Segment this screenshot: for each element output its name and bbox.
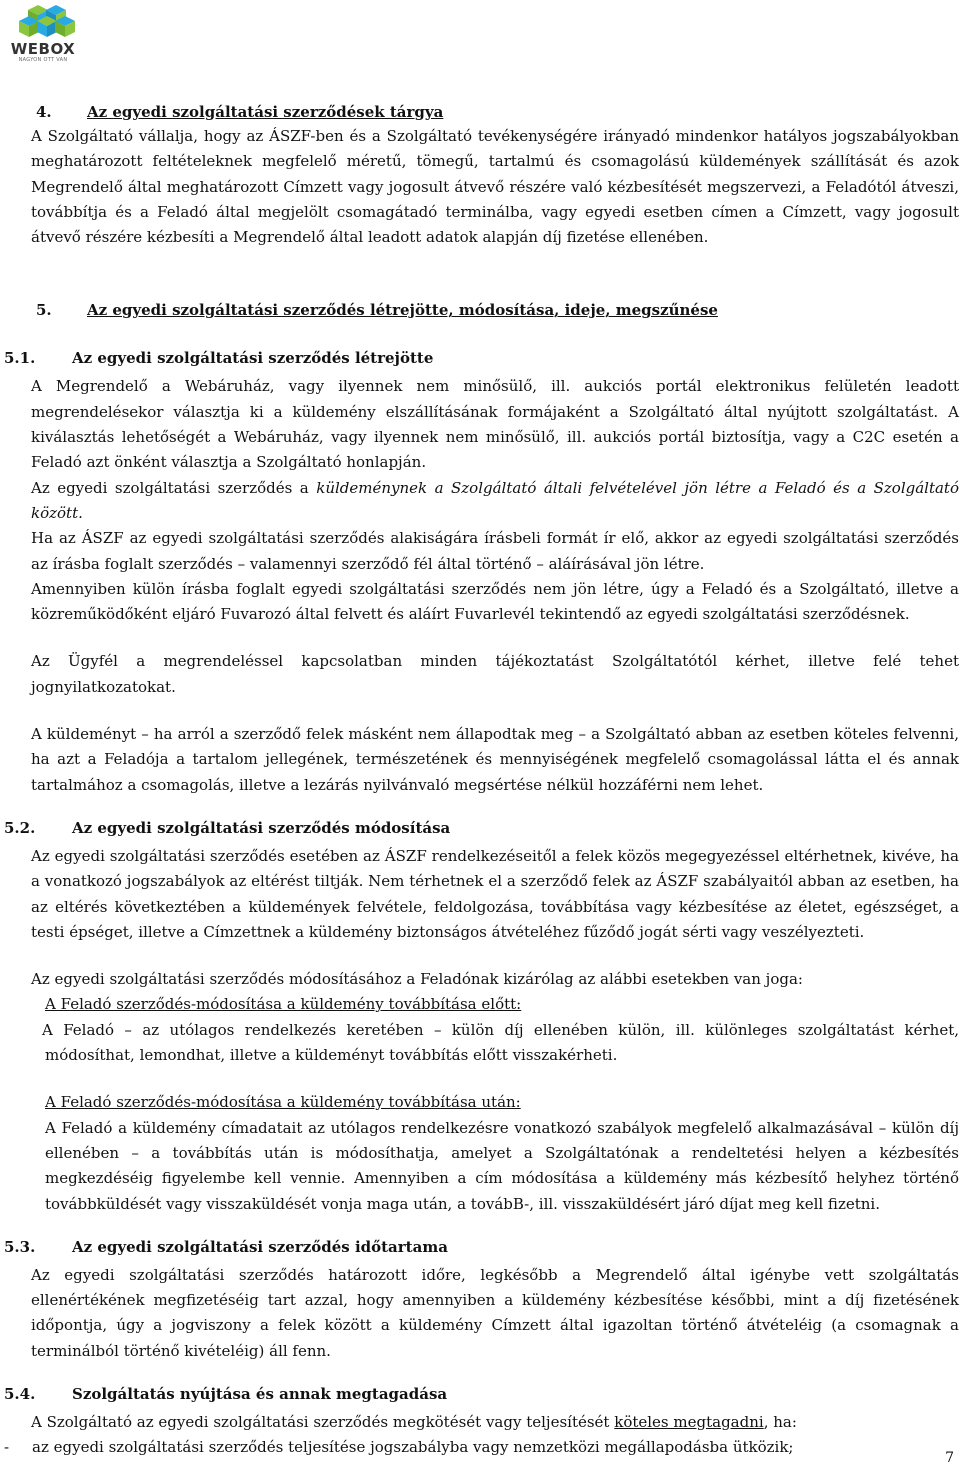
logo-wordmark: WEBOX <box>10 40 76 58</box>
section-number: 4. <box>36 103 52 121</box>
section-title: Szolgáltatás nyújtása és annak megtagadása <box>72 1384 448 1403</box>
subsection-title <box>31 1090 959 1115</box>
paragraph: Az egyedi szolgáltatási szerződés esetében az ÁSZF rendelkezéseitől a felek közös megegyezéssel eltérhetnek, kivéve, ha a vonatkozó jogszabályok az eltérést tiltják. Nem térhetnek el a szerződő felek az ÁSZF szabályaitól abban az esetben, ha az eltérés következtében a küldemények felvétele, feldolgozása, továbbítása vagy kézbesítése az életet, egészséget, a testi épséget, illetve a Címzettnek a küldemény biztonságos átvételéhez fűződő jogát sérti vagy veszélyezteti. <box>31 846 959 941</box>
dash-bullet: - <box>4 1438 10 1457</box>
section-4-heading <box>36 100 959 124</box>
paragraph: A Megrendelő a Webáruház, vagy ilyennek nem minősülő, ill. aukciós portál elektronikus felületén leadott megrendelésekor választja ki a küldemény elszállításának formájaként a Szolgáltató által nyújtott szolgáltatást. A kiválasztás lehetőségét a Webáruház, vagy ilyennek nem minősülő, ill. aukciós portál biztosítja, vagy a C2C esetén a Feladó azt önként választja a Szolgáltató honlapján. <box>31 377 959 472</box>
subsection-title-text: A Feladó szerződés-módosítása a küldemény továbbítása után: <box>45 1093 521 1112</box>
paragraph: A Feladó a küldemény címadatait az utólagos rendelkezésre vonatkozó szabályok megfelelő alkalmazásával – külön díj ellenében – a továbbítás után is módosíthatja, amelyet a Szolgáltatónak a rendeltetési helyen a kézbesítés megkezdéséig figyelembe kell vennie. Amennyiben a cím módosítása a küldemény más kézbesítő helyhez történő továbbküldését vagy visszaküldését vonja maga után, a továbB-, ill. visszaküldésért járó díjat meg kell fizetni. <box>45 1118 959 1213</box>
section-number: 5.3. <box>4 1237 36 1256</box>
paragraph-italic: küldeménynek a Szolgáltató általi felvételével jön létre a Feladó és a Szolgáltató között. <box>31 478 959 522</box>
section-5-1-heading <box>4 346 959 370</box>
paragraph: A Feladó – az utólagos rendelkezés keretében – külön díj ellenében külön, ill. különleges szolgáltatást kérhet, módosíthat, lemondhat, illetve a küldeményt továbbítás előtt visszakérheti. <box>42 1020 959 1065</box>
subsection-title <box>31 992 959 1017</box>
section-5-4-heading <box>4 1382 959 1406</box>
section-title: Az egyedi szolgáltatási szerződés létrejötte, módosítása, ideje, megszűnése <box>87 301 718 320</box>
paragraph: Az egyedi szolgáltatási szerződés határozott időre, legkésőbb a Megrendelő által igénybe vett szolgáltatás ellenértékének megfizetéséig tart azzal, hogy amennyiben a küldemény kézbesítése későbbi, mint a díj fizetésének időpontja, úgy a jogviszony a felek között a küldemény Címzett által igazoltan történő átvételéig (a csomagnak a terminálból történő kivételéig) áll fenn. <box>31 1265 959 1360</box>
paragraph-text: A Szolgáltató az egyedi szolgáltatási szerződés megkötését vagy teljesítését <box>31 1412 615 1431</box>
paragraph: A küldeményt – ha arról a szerződő felek másként nem állapodtak meg – a Szolgáltató abban az esetben köteles felvenni, ha azt a Feladója a tartalom jellegének, természetének és mennyiségének megfelelő csomagolással látta el és annak tartalmához a csomagolás, illetve a lezárás nyilvánvaló megsértése nélkül hozzáférni nem lehet. <box>31 725 959 794</box>
paragraph: A Szolgáltató vállalja, hogy az ÁSZF-ben és a Szolgáltató tevékenységére irányadó mindenkor hatályos jogszabályokban meghatározott feltételeknek megfelelő méretű, tömegű, tartalmú és csomagolású küldemények szállítását és azok Megrendelő által meghatározott Címzett vagy jogosult átvevő részére való kézbesítését megszervezi, a Feladótól átveszi, továbbítja és a Feladó által megjelölt csomagátadó terminálba, vagy egyedi esetben címen a Címzett, vagy jogosult átvevő részére kézbesíti a Megrendelő által leadott adatok alapján díj fizetése ellenében. <box>31 127 959 247</box>
paragraph: Az Ügyfél a megrendeléssel kapcsolatban minden tájékoztatást Szolgáltatótól kérhet, illetve felé tehet jognyilatkozatokat. <box>31 652 959 696</box>
paragraph: Az egyedi szolgáltatási szerződés módosításához a Feladónak kizárólag az alábbi esetekben van joga: <box>31 970 803 989</box>
section-5-3-heading <box>4 1235 959 1259</box>
page-number: 7 <box>945 1450 954 1466</box>
logo-cubes-icon <box>19 5 75 37</box>
paragraph: Amennyiben külön írásba foglalt egyedi szolgáltatási szerződés nem jön létre, úgy a Feladó és a Szolgáltató, illetve a közreműködőként eljáró Fuvarozó által felvett és aláírt Fuvarlevél tekintendő az egyedi szolgáltatási szerződésnek. <box>31 579 959 624</box>
paragraph <box>31 476 959 527</box>
section-number: 5.2. <box>4 818 36 837</box>
paragraph-underline: köteles megtagadni <box>614 1412 764 1431</box>
section-number: 5. <box>36 301 52 320</box>
paragraph <box>31 1410 959 1435</box>
section-title: Az egyedi szolgáltatási szerződés létrejötte <box>72 349 434 368</box>
subsection-title-text: A Feladó szerződés-módosítása a küldemény továbbítása előtt: <box>45 995 522 1014</box>
list-item <box>4 1435 959 1460</box>
document-body <box>4 100 959 1460</box>
section-title: Az egyedi szolgáltatási szerződés időtartama <box>72 1237 448 1256</box>
section-title: Az egyedi szolgáltatási szerződések tárgya <box>87 103 444 121</box>
list-item-text: az egyedi szolgáltatási szerződés teljesítése jogszabályba vagy nemzetközi megállapodásba ütközik; <box>32 1438 794 1457</box>
section-number: 5.4. <box>4 1384 36 1403</box>
section-5-2-heading <box>4 816 959 840</box>
section-title: Az egyedi szolgáltatási szerződés módosítása <box>72 818 451 837</box>
paragraph-text: Az egyedi szolgáltatási szerződés a <box>31 478 317 497</box>
section-5-heading <box>36 298 959 322</box>
paragraph-text-end: , ha: <box>763 1412 797 1431</box>
logo-tagline: NAGYON OTT VAN <box>18 57 68 63</box>
section-number: 5.1. <box>4 349 36 368</box>
paragraph: Ha az ÁSZF az egyedi szolgáltatási szerződés alakiságára írásbeli formát ír elő, akkor az egyedi szolgáltatási szerződés az írásba foglalt szerződés – valamennyi szerződő fél által történő – aláírásával jön létre. <box>31 529 959 573</box>
